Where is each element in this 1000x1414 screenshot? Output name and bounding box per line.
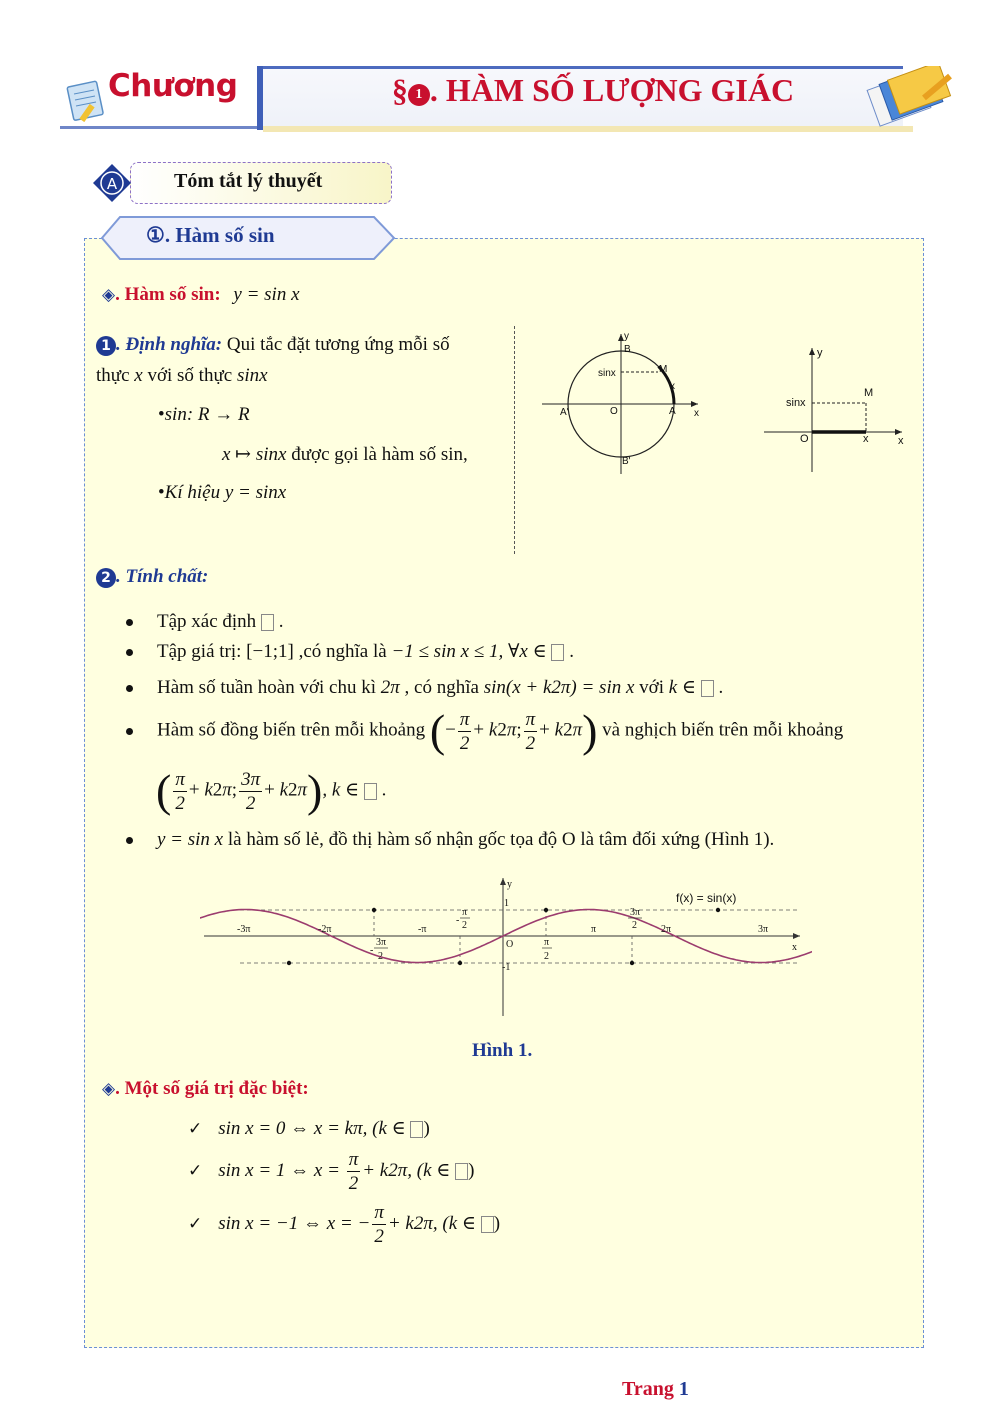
svg-text:y: y	[507, 879, 512, 890]
svg-text:π: π	[591, 924, 597, 935]
column-divider	[514, 326, 515, 554]
unit-circle-figure	[538, 330, 708, 476]
function-heading: ◈. Hàm số sin: y = sin x	[102, 284, 300, 305]
svg-text:2: 2	[378, 951, 383, 962]
svg-text:π: π	[544, 937, 550, 948]
page-number: 1	[678, 1378, 689, 1400]
page-title	[263, 72, 923, 109]
properties-title: . Tính chất:	[116, 566, 209, 587]
svg-text:-1: -1	[502, 962, 511, 973]
svg-text:sinx: sinx	[598, 368, 616, 379]
svg-text:O: O	[610, 406, 618, 417]
svg-text:-3π: -3π	[237, 924, 251, 935]
svg-text:2π: 2π	[661, 924, 672, 935]
svg-text:O: O	[800, 433, 809, 445]
svg-text:A': A'	[560, 407, 569, 418]
check-icon: ✓	[188, 1119, 203, 1139]
check-icon: ✓	[188, 1213, 203, 1234]
property-range: Tập giá trị: [−1;1] ,có nghĩa là −1 ≤ sin x ≤ 1, ∀x ∈ .	[126, 640, 574, 663]
svg-text:x: x	[898, 435, 904, 447]
definition-map2: x ↦ sinx được gọi là hàm số sin,	[222, 444, 468, 465]
svg-text:x: x	[863, 433, 869, 445]
svg-text:2: 2	[544, 951, 549, 962]
svg-text:-2π: -2π	[318, 924, 332, 935]
svg-text:3π: 3π	[630, 907, 641, 918]
svg-text:2: 2	[632, 920, 637, 931]
title-text: . HÀM SỐ LƯỢNG GIÁC	[429, 72, 795, 108]
definition-title: . Định nghĩa:	[116, 334, 223, 355]
svg-text:1: 1	[504, 898, 509, 909]
properties-number: 2	[96, 568, 116, 588]
check-icon: ✓	[188, 1160, 203, 1181]
svg-text:x: x	[792, 942, 797, 953]
svg-text:f(x) = sin(x): f(x) = sin(x)	[676, 891, 737, 905]
svg-text:M: M	[659, 364, 668, 375]
svg-text:2: 2	[462, 920, 467, 931]
section-number-badge: 1	[408, 84, 430, 106]
properties-heading	[96, 566, 208, 588]
chapter-word: Chương	[108, 68, 238, 104]
property-monotonic-interval: ( $\frac{\pi}{2}$ + k2π; $\frac{3\pi}{2}$ + k2π), k ∈ .	[156, 765, 387, 816]
sine-graph	[200, 874, 812, 1020]
page-word: Trang	[622, 1378, 674, 1400]
svg-text:3π: 3π	[758, 924, 769, 935]
svg-text:-: -	[370, 945, 374, 956]
property-period: Hàm số tuần hoàn với chu kì 2π , có nghĩa sin(x + k2π) = sin x với k ∈ .	[126, 676, 723, 699]
section-a-badge	[92, 163, 132, 203]
section-symbol: §	[391, 72, 408, 108]
svg-text:O: O	[506, 939, 514, 950]
svg-text:x: x	[694, 408, 699, 419]
section-a-label: Tóm tắt lý thuyết	[174, 170, 323, 192]
special-value-minus-one: ✓ sin x = −1 ⇔ x = − $\frac{\pi}{2}$ + k2π, (k ∈ )	[188, 1202, 501, 1247]
svg-text:y: y	[817, 347, 823, 359]
diamond-icon: ◈	[102, 285, 116, 305]
definition-line1: 1 . Định nghĩa: Qui tắc đặt tương ứng mỗi số	[96, 334, 450, 356]
property-monotonic: Hàm số đồng biến trên mỗi khoảng (− $\frac{\pi}{2}$ + k2π; $\frac{\pi}{2}$ + k2π) và nghịch biến trên mỗi khoảng	[126, 708, 843, 754]
function-formula: y = sin x	[233, 284, 300, 305]
definition-line2: thực x với số thực sinx	[96, 365, 268, 386]
definition-map1: •sin: R → R	[158, 404, 250, 425]
special-value-one: ✓ sin x = 1 ⇔ x = $\frac{\pi}{2}$ + k2π, (k ∈ )	[188, 1149, 475, 1194]
figure-caption: Hình 1.	[472, 1040, 533, 1061]
svg-text:B': B'	[622, 456, 631, 467]
svg-text:A: A	[669, 406, 676, 417]
header-underline	[263, 126, 913, 132]
svg-text:y: y	[624, 331, 629, 342]
svg-text:M: M	[864, 387, 874, 399]
property-domain: Tập xác định .	[126, 611, 283, 633]
special-values-heading: ◈. Một số giá trị đặc biệt:	[102, 1078, 309, 1099]
svg-text:x: x	[670, 381, 675, 392]
definition-notation: •Kí hiệu y = sinx	[158, 482, 287, 503]
axis-projection-figure	[762, 344, 912, 474]
svg-text:A: A	[106, 175, 118, 193]
notebook-icon	[64, 78, 108, 122]
svg-text:sinx: sinx	[786, 397, 806, 409]
page-footer	[622, 1378, 689, 1401]
definition-number: 1	[96, 336, 116, 356]
svg-text:-π: -π	[418, 924, 427, 935]
diamond-icon: ◈	[102, 1079, 116, 1099]
special-value-zero: ✓ sin x = 0 ⇔ x = kπ, (k ∈ )	[188, 1118, 430, 1139]
svg-text:-: -	[456, 915, 460, 926]
svg-text:3π: 3π	[376, 937, 387, 948]
subsection-label: ①. Hàm số sin	[146, 223, 275, 247]
notes-pencil-icon	[862, 66, 958, 130]
svg-text:B: B	[624, 344, 631, 355]
property-odd: y = sin x là hàm số lẻ, đồ thị hàm số nhận gốc tọa độ O là tâm đối xứng (Hình 1).	[126, 829, 774, 851]
svg-text:π: π	[462, 907, 468, 918]
